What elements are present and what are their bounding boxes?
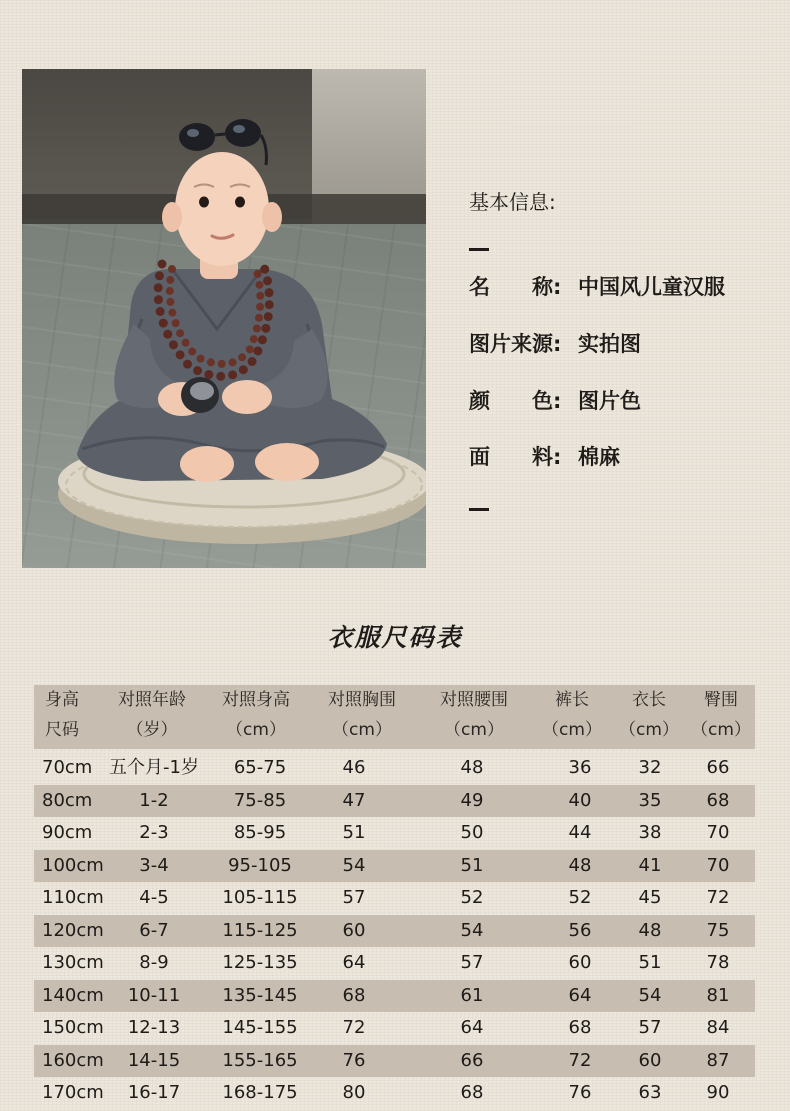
cell-hip: 78 [706,952,730,973]
cell-height: 105-115 [222,887,298,908]
table-row [34,785,755,817]
cell-age: 3-4 [139,854,169,876]
cell-age: 12-13 [127,1017,181,1038]
cell-waist: 51 [460,854,484,876]
cell-pants-length: 40 [568,789,592,811]
cell-pants-length: 60 [568,952,592,973]
cell-size: 140cm [42,984,104,1006]
cell-size: 130cm [42,952,104,973]
cell-age: 五个月-1岁 [109,757,199,778]
cell-age: 14-15 [127,1049,181,1071]
color-value: 图片色 [578,389,641,413]
cell-top-length: 51 [638,952,662,973]
cell-hip: 70 [706,854,730,876]
cell-waist: 50 [460,822,484,843]
cell-pants-length: 56 [568,919,592,941]
cell-top-length: 35 [638,789,662,811]
cell-hip: 84 [706,1017,730,1038]
header-pants-length: 裤长 （cm） [542,690,602,740]
cell-top-length: 63 [638,1082,662,1103]
cell-chest: 51 [342,822,366,843]
name-label: 名 称: [469,275,562,299]
cell-size: 150cm [42,1017,104,1038]
cell-chest: 72 [342,1017,366,1038]
cell-pants-length: 44 [568,822,592,843]
cell-top-length: 38 [638,822,662,843]
header-top-length: 衣长 （cm） [619,690,679,740]
cell-waist: 61 [460,984,484,1006]
cell-chest: 57 [342,887,366,908]
cell-hip: 81 [706,984,730,1006]
info-divider-bottom [469,508,489,511]
cell-size: 120cm [42,919,104,941]
cell-hip: 72 [706,887,730,908]
cell-waist: 66 [460,1049,484,1071]
header-age: 对照年龄 （岁） [118,690,186,740]
cell-age: 8-9 [139,952,169,973]
cell-hip: 68 [706,789,730,811]
cell-pants-length: 48 [568,854,592,876]
cell-pants-length: 64 [568,984,592,1006]
cell-top-length: 45 [638,887,662,908]
header-size: 身高 尺码 [45,690,79,740]
cell-chest: 60 [342,919,366,941]
cell-height: 115-125 [222,919,298,941]
cell-waist: 52 [460,887,484,908]
cell-height: 85-95 [233,822,287,843]
header-chest: 对照胸围 （cm） [328,690,396,740]
cell-age: 4-5 [139,887,169,908]
source-value: 实拍图 [578,332,641,356]
cell-hip: 75 [706,919,730,941]
cell-top-length: 54 [638,984,662,1006]
cell-pants-length: 52 [568,887,592,908]
cell-height: 125-135 [222,952,298,973]
cell-height: 135-145 [222,984,298,1006]
cell-pants-length: 76 [568,1082,592,1103]
cell-age: 6-7 [139,919,169,941]
color-label: 颜 色: [469,389,562,413]
cell-hip: 87 [706,1049,730,1071]
cell-hip: 90 [706,1082,730,1103]
child-in-hanfu-illustration [22,69,426,568]
cell-chest: 64 [342,952,366,973]
cell-top-length: 41 [638,854,662,876]
cell-age: 16-17 [127,1082,181,1103]
cell-top-length: 32 [638,757,662,778]
cell-top-length: 57 [638,1017,662,1038]
table-row [34,1045,755,1077]
header-waist: 对照腰围 （cm） [440,690,508,740]
cell-pants-length: 72 [568,1049,592,1071]
cell-waist: 54 [460,919,484,941]
fabric-label: 面 料: [469,445,562,469]
source-label: 图片来源: [469,332,562,356]
cell-height: 168-175 [222,1082,298,1103]
fabric-value: 棉麻 [578,445,620,469]
cell-height: 145-155 [222,1017,298,1038]
table-row [34,1077,755,1109]
cell-chest: 80 [342,1082,366,1103]
header-height: 对照身高 （cm） [222,690,290,740]
table-row [34,752,755,784]
cell-waist: 49 [460,789,484,811]
cell-top-length: 48 [638,919,662,941]
name-value: 中国风儿童汉服 [578,275,725,299]
cell-chest: 47 [342,789,366,811]
table-row [34,915,755,947]
cell-pants-length: 36 [568,757,592,778]
cell-hip: 66 [706,757,730,778]
table-row [34,882,755,914]
cell-chest: 68 [342,984,366,1006]
header-hip: 臀围 （cm） [691,690,751,740]
cell-height: 155-165 [222,1049,298,1071]
table-row [34,817,755,849]
cell-age: 1-2 [139,789,169,811]
cell-top-length: 60 [638,1049,662,1071]
basic-info-title: 基本信息: [469,190,556,214]
cell-chest: 46 [342,757,366,778]
cell-size: 110cm [42,887,104,908]
cell-height: 75-85 [233,789,287,811]
cell-size: 160cm [42,1049,104,1071]
size-table-header [34,685,755,749]
cell-size: 100cm [42,854,104,876]
info-divider-top [469,248,489,251]
cell-waist: 68 [460,1082,484,1103]
cell-size: 170cm [42,1082,104,1103]
cell-chest: 76 [342,1049,366,1071]
cell-age: 2-3 [139,822,169,843]
product-photo [22,69,426,568]
cell-size: 80cm [42,789,93,811]
cell-pants-length: 68 [568,1017,592,1038]
cell-size: 70cm [42,757,93,778]
cell-chest: 54 [342,854,366,876]
table-row [34,947,755,979]
table-row [34,850,755,882]
cell-waist: 64 [460,1017,484,1038]
cell-height: 65-75 [233,757,287,778]
size-table-title: 衣服尺码表 [327,623,463,652]
table-row [34,980,755,1012]
cell-waist: 57 [460,952,484,973]
cell-waist: 48 [460,757,484,778]
cell-age: 10-11 [127,984,181,1006]
table-row [34,1012,755,1044]
cell-height: 95-105 [228,854,292,876]
cell-size: 90cm [42,822,93,843]
cell-hip: 70 [706,822,730,843]
